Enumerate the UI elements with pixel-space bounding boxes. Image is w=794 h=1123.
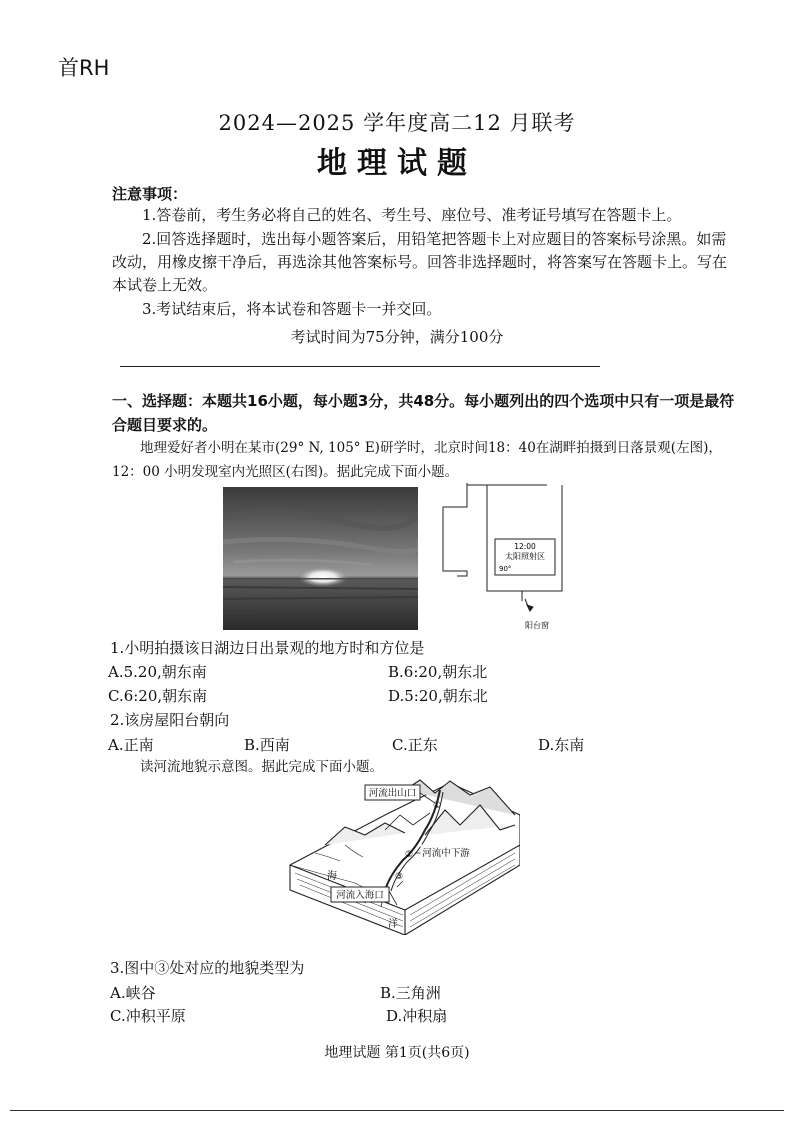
sunset-photo <box>223 487 418 630</box>
question-3-stem: 3.图中③处对应的地貌类型为 <box>110 959 305 977</box>
question-1-option-c: C.6:20,朝东南 <box>108 687 208 705</box>
page-footer: 地理试题 第1页(共6页) <box>324 1045 470 1061</box>
question-1-stem: 1.小明拍摄该日湖边日出景观的地方时和方位是 <box>110 639 425 657</box>
section-heading: 一、选择题：本题共16小题，每小题3分，共48分。每小题列出的四个选项中只有一项是最符合题目要求的。 <box>112 392 735 434</box>
question-3-option-b: B.三角洲 <box>380 984 441 1002</box>
room-light-plan <box>437 483 577 633</box>
river-landform-diagram <box>285 775 520 935</box>
question-3-option-a: A.峡谷 <box>110 984 156 1002</box>
question-intro-1: 地理爱好者小明在某市(29° N, 105° E)研学时，北京时间18：40在湖畔拍摄到日落景观(左图)，12：00 小明发现室内光照区(右图)。据此完成下面小题。 <box>112 440 722 480</box>
question-3-option-c: C.冲积平原 <box>110 1007 186 1025</box>
question-2-option-d: D.东南 <box>538 736 585 754</box>
plan-window-label: 阳台窗 <box>525 621 549 630</box>
label-river-outlet: 河流出山口 <box>368 788 417 799</box>
marker-1: ① <box>433 801 442 811</box>
question-2-option-a: A.正南 <box>108 736 154 754</box>
plan-area-label: 太阳照射区 <box>505 552 545 561</box>
note-item-1: 1.答卷前，考生务必将自己的姓名、考生号、座位号、准考证号填写在答题卡上。 <box>142 206 682 224</box>
plan-time-label: 12:00 <box>514 542 536 551</box>
notes-heading: 注意事项： <box>112 185 188 203</box>
subject-title: 地理试题 <box>317 146 477 181</box>
question-2-stem: 2.该房屋阳台朝向 <box>110 711 230 729</box>
marker-3: ③ <box>395 872 404 882</box>
exam-title: 2024—2025 学年度高二12 月联考 <box>218 111 576 135</box>
question-1-option-b: B.6:20,朝东北 <box>388 663 488 681</box>
plan-angle-label: 90° <box>499 565 512 573</box>
label-ocean: 洋 <box>388 919 398 930</box>
divider-rule <box>120 366 600 367</box>
question-1-option-d: D.5:20,朝东北 <box>388 687 488 705</box>
marker-2: ② <box>405 850 414 860</box>
question-3-option-d: D.冲积扇 <box>386 1007 448 1025</box>
exam-time-line: 考试时间为75分钟，满分100分 <box>290 328 504 346</box>
note-item-3: 3.考试结束后，将本试卷和答题卡一并交回。 <box>142 300 442 318</box>
page-bottom-rule <box>10 1110 784 1111</box>
corner-mark: 首RH <box>58 56 110 80</box>
label-river-mouth: 河流入海口 <box>336 890 384 901</box>
label-river-midstream: 河流中下游 <box>422 848 470 859</box>
question-1-option-a: A.5.20,朝东南 <box>108 663 207 681</box>
question-2-option-c: C.正东 <box>392 736 438 754</box>
question-intro-2: 读河流地貌示意图。据此完成下面小题。 <box>140 759 383 775</box>
question-2-option-b: B.西南 <box>244 736 290 754</box>
note-item-2: 2.回答选择题时，选出每小题答案后，用铅笔把答题卡上对应题目的答案标号涂黑。如需改动，用橡皮擦干净后，再选涂其他答案标号。回答非选择题时，将答案写在答题卡上。写在本试卷上无效。 <box>112 230 728 294</box>
label-sea: 海 <box>327 871 337 882</box>
